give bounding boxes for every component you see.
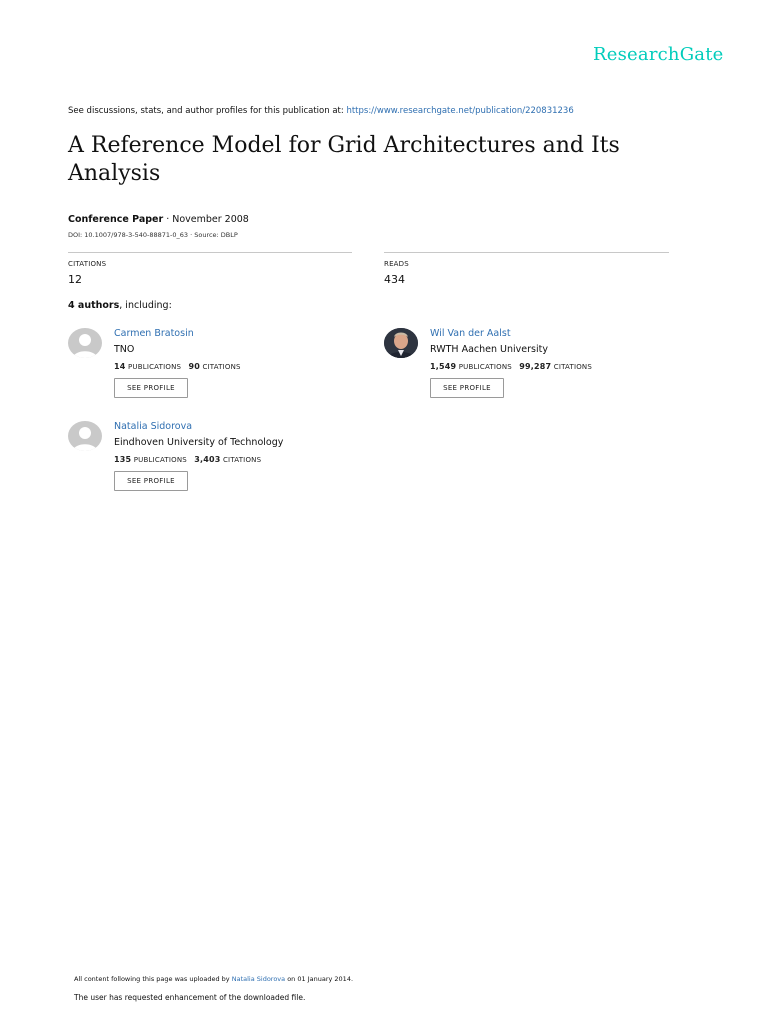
author-citations-label: CITATIONS: [553, 363, 592, 371]
author-publications-count: 135: [114, 455, 132, 464]
authors-count: 4 authors: [68, 300, 120, 311]
upload-note: [74, 975, 353, 983]
author-citations-label: CITATIONS: [202, 363, 241, 371]
researchgate-logo[interactable]: ResearchGate: [593, 44, 724, 65]
author-publications-count: 1,549: [430, 362, 457, 371]
publication-url-link[interactable]: https://www.researchgate.net/publication/220831236: [346, 106, 574, 116]
author-card: [384, 328, 664, 408]
citations-label: CITATIONS: [68, 260, 107, 268]
publication-type: Conference Paper: [68, 214, 164, 225]
author-card: [68, 328, 348, 408]
authors-count-line: [68, 300, 172, 311]
author-publications-count: 14: [114, 362, 126, 371]
author-citations-label: CITATIONS: [222, 456, 262, 464]
reads-value: 434: [384, 273, 405, 286]
discussion-line: [68, 106, 574, 116]
citations-divider: [68, 252, 352, 253]
placeholder-avatar-icon[interactable]: [68, 328, 102, 358]
author-citations-count: 3,403: [194, 455, 221, 464]
author-publications-label: PUBLICATIONS: [458, 363, 512, 371]
author-institution: TNO: [114, 344, 135, 355]
publication-meta: [68, 214, 249, 225]
placeholder-avatar-icon[interactable]: [68, 421, 102, 451]
author-citations-count: 99,287: [519, 362, 552, 371]
uploader-link[interactable]: Natalia Sidorova: [231, 975, 286, 983]
enhancement-note: The user has requested enhancement of the downloaded file.: [74, 993, 306, 1002]
author-publications-label: PUBLICATIONS: [133, 456, 187, 464]
author-citations-count: 90: [188, 362, 200, 371]
see-profile-button[interactable]: SEE PROFILE: [114, 471, 188, 491]
see-profile-button[interactable]: SEE PROFILE: [430, 378, 504, 398]
publication-title: A Reference Model for Grid Architectures and Its Analysis: [68, 133, 620, 186]
upload-suffix: on 01 January 2014.: [285, 975, 354, 983]
author-stats: [114, 455, 261, 464]
profile-photo[interactable]: [384, 328, 418, 358]
authors-suffix: , including:: [119, 300, 172, 311]
author-institution: RWTH Aachen University: [430, 344, 548, 355]
upload-prefix: All content following this page was uploaded by: [74, 975, 232, 983]
author-name-link[interactable]: Carmen Bratosin: [114, 328, 194, 339]
author-name-link[interactable]: Natalia Sidorova: [114, 421, 193, 432]
author-name-link[interactable]: Wil Van der Aalst: [430, 328, 511, 339]
author-publications-label: PUBLICATIONS: [127, 363, 182, 371]
doi-source: DOI: 10.1007/978-3-540-88871-0_63 · Source: DBLP: [68, 231, 238, 239]
publication-date: · November 2008: [163, 214, 249, 225]
reads-divider: [384, 252, 669, 253]
author-stats: [430, 362, 592, 371]
author-card: [68, 421, 348, 501]
discussion-prefix: See discussions, stats, and author profiles for this publication at:: [68, 106, 347, 116]
see-profile-button[interactable]: SEE PROFILE: [114, 378, 188, 398]
author-stats: [114, 362, 241, 371]
citations-value: 12: [68, 273, 82, 286]
author-institution: Eindhoven University of Technology: [114, 437, 284, 448]
reads-label: READS: [384, 260, 409, 268]
